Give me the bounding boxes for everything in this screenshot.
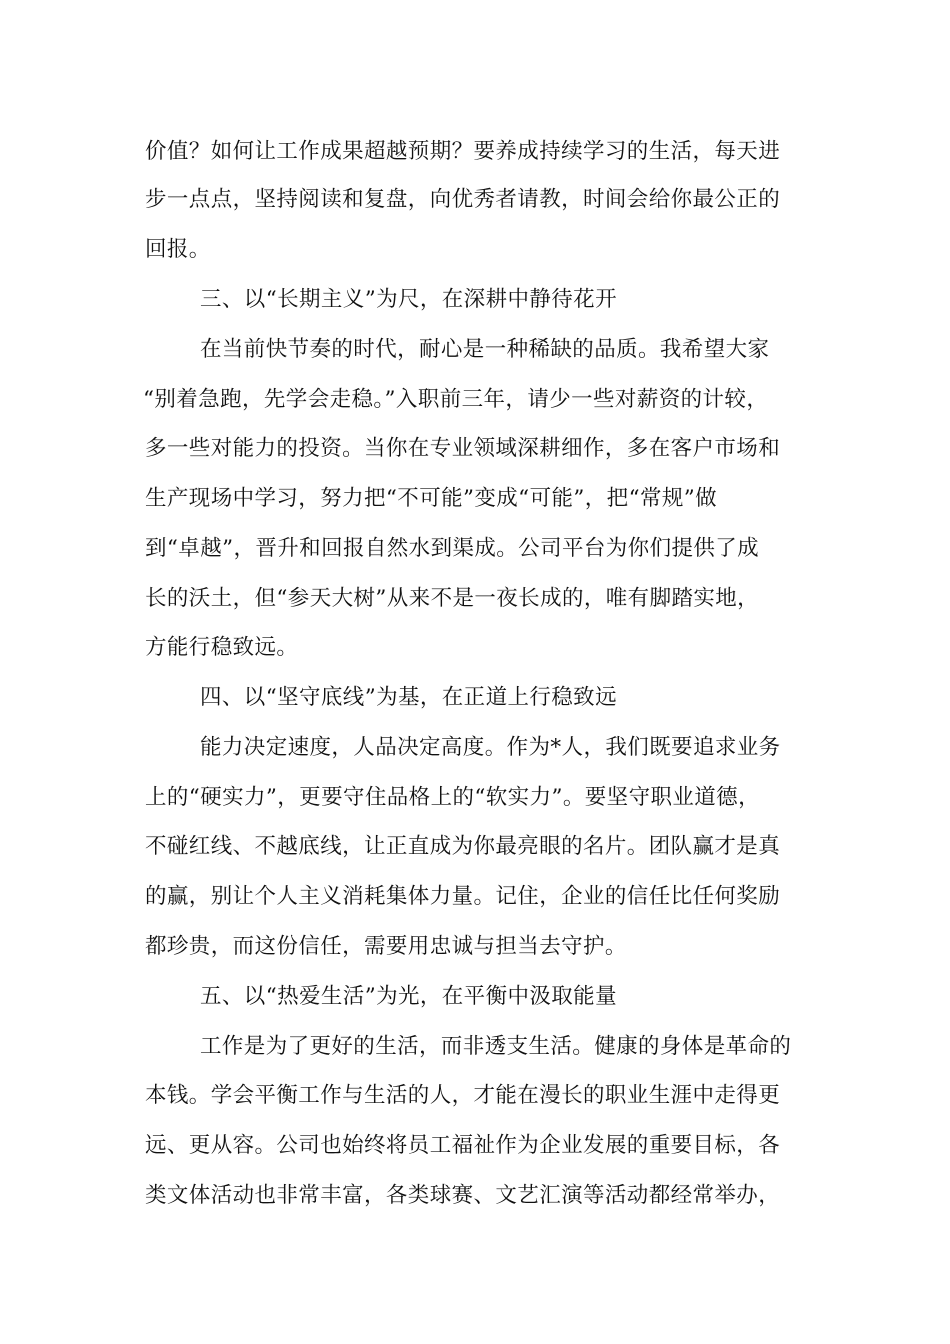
paragraph-line: 的赢，别让个人主义消耗集体力量。记住，企业的信任比任何奖励 [145,884,781,909]
paragraph-line: 远、更从容。公司也始终将员工福祉作为企业发展的重要目标，各 [145,1133,781,1158]
paragraph-line: 方能行稳致远。 [145,635,299,660]
paragraph-line: 在当前快节奏的时代，耐心是一种稀缺的品质。我希望大家 [200,337,770,362]
paragraph-line: 类文体活动也非常丰富，各类球赛、文艺汇演等活动都经常举办， [145,1183,781,1208]
paragraph-line: 多一些对能力的投资。当你在专业领域深耕细作，多在客户市场和 [145,436,781,461]
section-heading: 五、以“热爱生活”为光，在平衡中汲取能量 [200,984,617,1009]
paragraph-line: 本钱。学会平衡工作与生活的人，才能在漫长的职业生涯中走得更 [145,1083,781,1108]
paragraph-line: 能力决定速度，人品决定高度。作为*人，我们既要追求业务 [200,735,781,760]
paragraph-line: “别着急跑，先学会走稳。”入职前三年，请少一些对薪资的计较， [143,387,769,412]
paragraph-line: 上的“硬实力”，更要守住品格上的“软实力”。要坚守职业道德， [145,785,760,810]
paragraph-line: 到“卓越”，晋升和回报自然水到渠成。公司平台为你们提供了成 [145,536,760,561]
paragraph-line: 生产现场中学习，努力把“不可能”变成“可能”，把“常规”做 [145,486,718,511]
section-heading: 四、以“坚守底线”为基，在正道上行稳致远 [200,685,617,710]
paragraph-line: 回报。 [145,237,211,262]
paragraph-line: 价值？如何让工作成果超越预期？要养成持续学习的生活，每天进 [145,139,781,164]
paragraph-line: 步一点点，坚持阅读和复盘，向优秀者请教，时间会给你最公正的 [145,187,781,212]
paragraph-line: 长的沃土，但“参天大树”从来不是一夜长成的，唯有脚踏实地， [145,586,760,611]
section-heading: 三、以“长期主义”为尺，在深耕中静待花开 [200,287,617,312]
paragraph-line: 都珍贵，而这份信任，需要用忠诚与担当去守护。 [145,934,627,959]
paragraph-line: 不碰红线、不越底线，让正直成为你最亮眼的名片。团队赢才是真 [145,834,781,859]
paragraph-line: 工作是为了更好的生活，而非透支生活。健康的身体是革命的 [200,1034,792,1059]
